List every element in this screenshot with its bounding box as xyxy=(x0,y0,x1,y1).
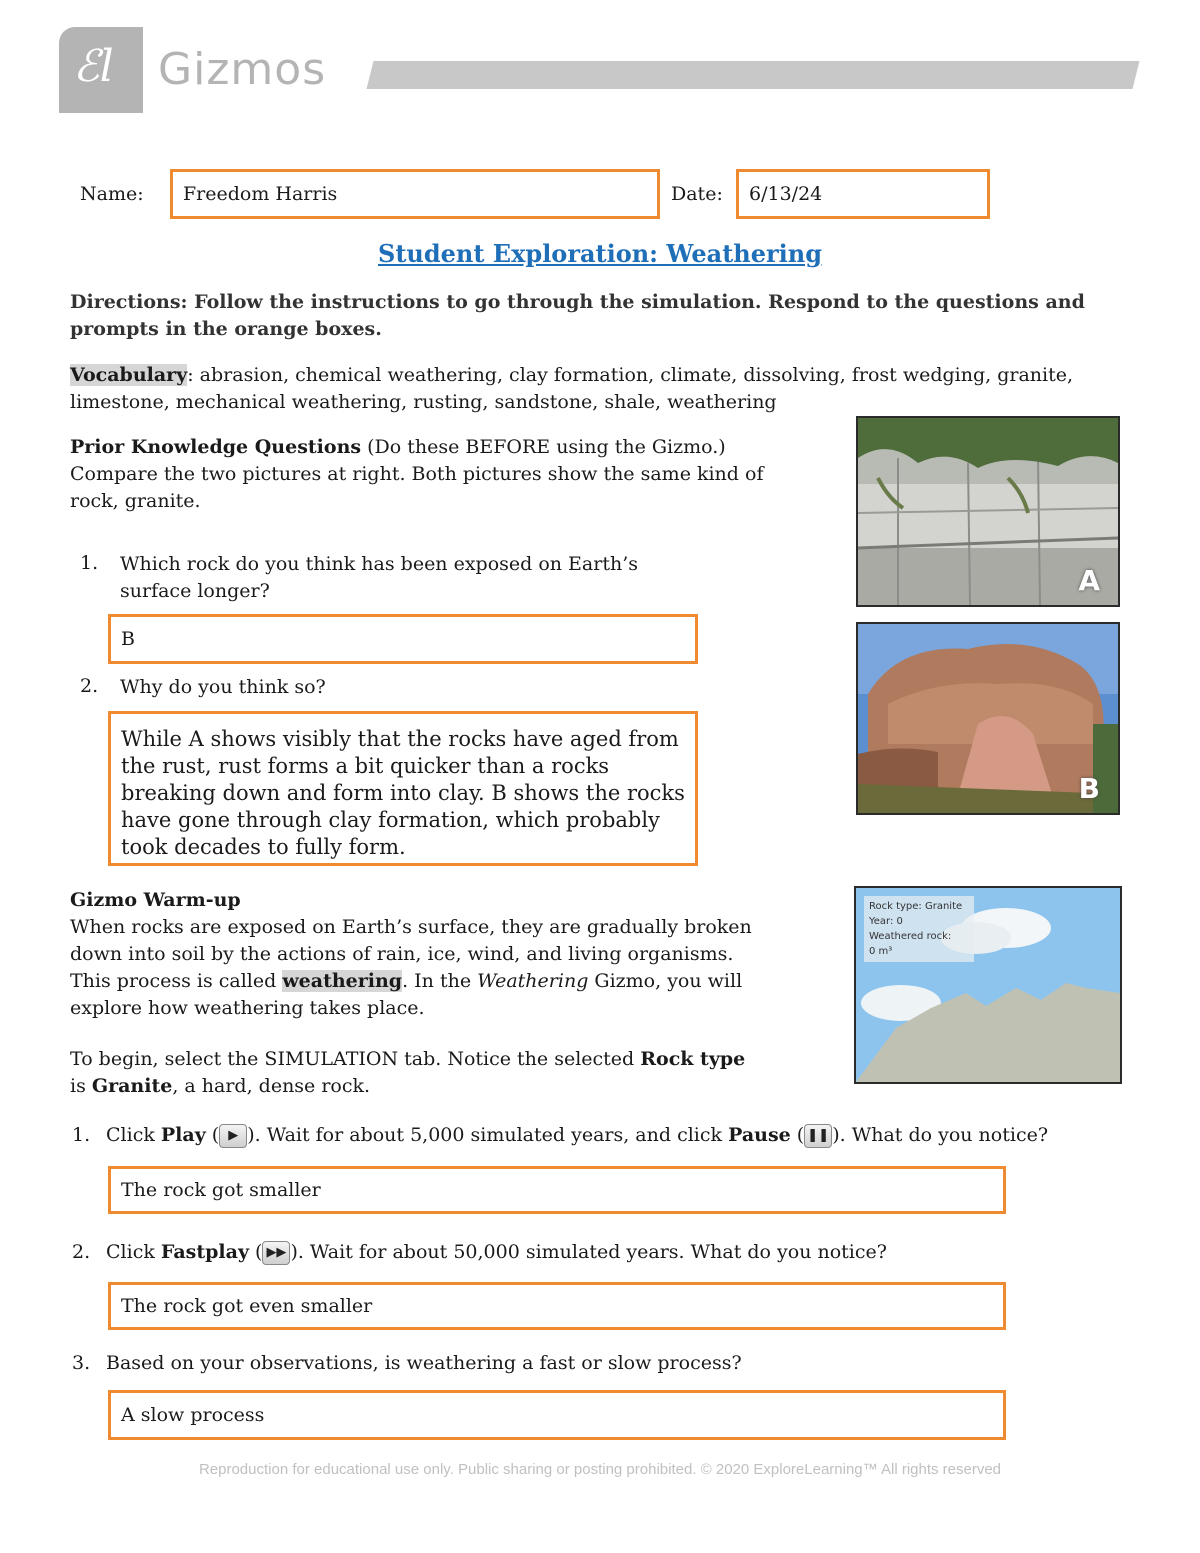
warmup-answer-3[interactable]: A slow process xyxy=(108,1390,1006,1440)
directions-label: Directions xyxy=(70,291,181,313)
header-bar xyxy=(367,61,1140,89)
warmup-heading: Gizmo Warm-up xyxy=(70,889,241,911)
warmup-q3-text: Based on your observations, is weathering a fast or slow process? xyxy=(106,1352,742,1374)
logo-mark: ℰl xyxy=(73,41,114,92)
gizmos-logo-text: Gizmos xyxy=(158,44,327,95)
warmup-q1-text xyxy=(106,1122,1146,1149)
warmup-paragraph-1 xyxy=(70,914,760,1022)
prior-heading-note: (Do these BEFORE using the Gizmo.) xyxy=(361,436,726,458)
prior-q2-number: 2. xyxy=(80,675,99,697)
warmup-q1-c: ). Wait for about 5,000 simulated years, and click xyxy=(247,1124,729,1146)
rock-type-readout: Rock type: Granite xyxy=(869,901,963,912)
fastplay-term: Fastplay xyxy=(160,1241,249,1263)
simulation-preview xyxy=(854,886,1122,1084)
warmup-answer-2[interactable]: The rock got even smaller xyxy=(108,1282,1006,1330)
warmup-q1-d: ( xyxy=(790,1124,805,1146)
photo-b-granite-boulders xyxy=(856,622,1120,815)
photo-a-label: A xyxy=(1078,564,1100,597)
prior-answer-1[interactable]: B xyxy=(108,614,698,664)
play-term: Play xyxy=(160,1124,206,1146)
warmup-section xyxy=(70,887,760,1100)
fastplay-icon: ▶▶ xyxy=(262,1241,290,1265)
warmup-q2-a: Click xyxy=(106,1241,161,1263)
date-field[interactable]: 6/13/24 xyxy=(736,169,990,219)
play-icon: ▶ xyxy=(219,1124,247,1148)
date-label: Date: xyxy=(671,183,723,205)
warmup-p2-mid: is xyxy=(70,1075,92,1097)
prior-knowledge xyxy=(70,434,790,515)
granite-term: Granite xyxy=(91,1075,173,1097)
warmup-paragraph-2 xyxy=(70,1046,760,1100)
photo-b-label: B xyxy=(1078,772,1100,805)
warmup-q2-b: ( xyxy=(248,1241,263,1263)
gizmo-name: Weathering xyxy=(477,970,589,992)
prior-q1-number: 1. xyxy=(80,552,99,574)
vocabulary-text: : abrasion, chemical weathering, clay formation, climate, dissolving, frost wedging, granite, limestone, mechanical weathering, rusting, sandstone, shale, weathering xyxy=(70,364,1074,413)
warmup-q2-c: ). Wait for about 50,000 simulated years. What do you notice? xyxy=(290,1241,887,1263)
name-label: Name: xyxy=(80,183,144,205)
warmup-q3-number: 3. xyxy=(72,1352,91,1374)
warmup-answer-1[interactable]: The rock got smaller xyxy=(108,1166,1006,1214)
pause-term: Pause xyxy=(728,1124,791,1146)
prior-heading: Prior Knowledge Questions xyxy=(70,436,362,458)
prior-q1-text: Which rock do you think has been exposed on Earth’s surface longer? xyxy=(120,553,639,602)
warmup-p2-before: To begin, select the SIMULATION tab. Notice the selected xyxy=(70,1048,641,1070)
year-readout: Year: 0 xyxy=(869,916,903,927)
warmup-q2-number: 2. xyxy=(72,1241,91,1263)
directions xyxy=(70,289,1130,343)
warmup-q1-e: ). What do you notice? xyxy=(832,1124,1049,1146)
warmup-p2-after: , a hard, dense rock. xyxy=(172,1075,371,1097)
simulation-readout xyxy=(864,896,974,962)
photo-a-granite-quarry xyxy=(856,416,1120,607)
weathered-rock-label: Weathered rock: xyxy=(869,931,952,942)
name-field[interactable]: Freedom Harris xyxy=(170,169,660,219)
prior-answer-2[interactable]: While A shows visibly that the rocks have aged from the rust, rust forms a bit quicker than a rocks breaking down and form into clay. B shows the rocks have gone through clay formation, which probably took decades to fully form. xyxy=(108,711,698,866)
warmup-p1-after: Gizmo, you will explore how weathering takes place. xyxy=(70,970,743,1019)
prior-q2-text: Why do you think so? xyxy=(120,676,326,698)
footer-copyright: Reproduction for educational use only. Public sharing or posting prohibited. © 2020 ExploreLearning™ All rights reserved xyxy=(198,1461,1002,1478)
vocabulary-label: Vocabulary xyxy=(70,364,188,386)
warmup-q2-text xyxy=(106,1239,1146,1266)
warmup-p1-text: When rocks are exposed on Earth’s surface, they are gradually broken down into soil by the actions of rain, ice, wind, and living organisms. This process is called xyxy=(70,916,752,992)
warmup-p1-mid: . In the xyxy=(402,970,478,992)
warmup-q1-a: Click xyxy=(106,1124,161,1146)
weathering-term: weathering xyxy=(282,970,403,992)
vocabulary xyxy=(70,362,1080,416)
explorelearning-logo xyxy=(59,27,143,113)
pause-icon: ❚❚ xyxy=(804,1124,832,1148)
prior-intro: Compare the two pictures at right. Both pictures show the same kind of rock, granite. xyxy=(70,463,764,512)
warmup-q1-b: ( xyxy=(205,1124,220,1146)
weathered-rock-value: 0 m³ xyxy=(869,946,893,957)
rock-type-term: Rock type xyxy=(640,1048,746,1070)
warmup-q1-number: 1. xyxy=(72,1124,91,1146)
directions-text: : Follow the instructions to go through the simulation. Respond to the questions and prompts in the orange boxes. xyxy=(70,291,1085,340)
page-title: Student Exploration: Weathering xyxy=(378,239,822,268)
